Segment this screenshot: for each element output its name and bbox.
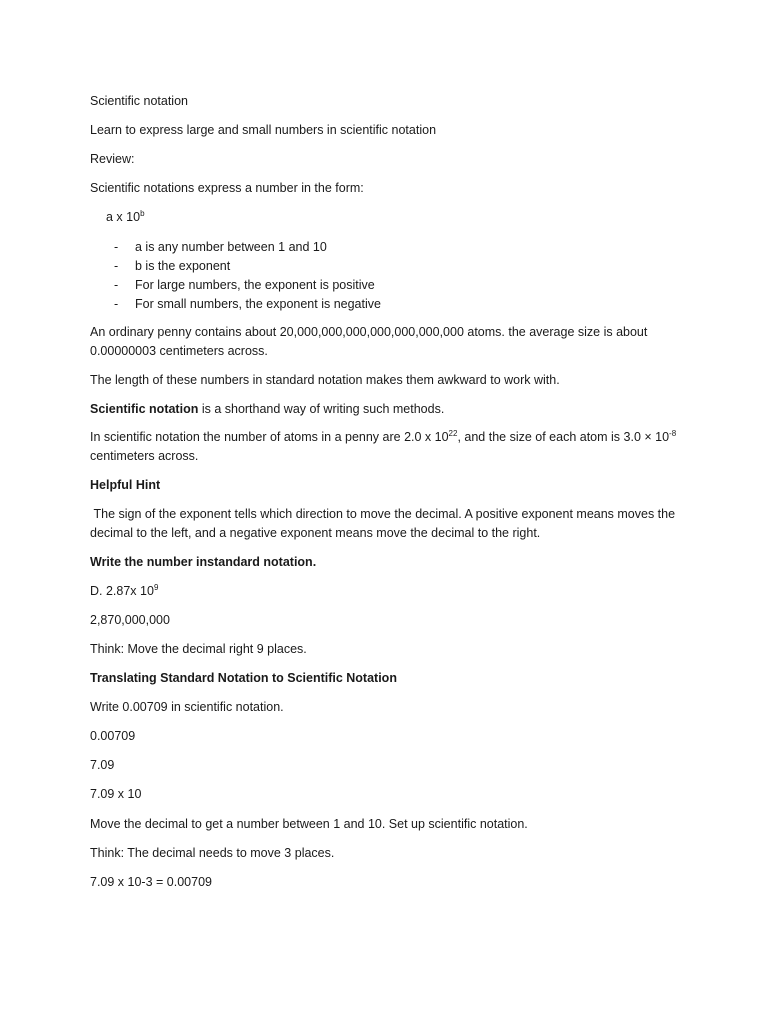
penny-sci-exponent-1: 22 [448, 428, 458, 438]
list-item-text: a is any number between 1 and 10 [135, 240, 327, 254]
translate-heading: Translating Standard Notation to Scientific Notation [90, 671, 397, 685]
think-move: Think: The decimal needs to move 3 places. [90, 846, 335, 860]
hint-paragraph: The sign of the exponent tells which direction to move the decimal. A positive exponent means moves the decimal to the left, and a negative exponent means move the decimal to the right. [90, 507, 679, 540]
bullet-dash: - [114, 297, 119, 311]
penny-sci-text-1: In scientific notation the number of atoms in a penny are 2.0 x 10 [90, 430, 449, 444]
shorthand-term: Scientific notation [90, 402, 199, 416]
list-item-text: For large numbers, the exponent is positive [135, 278, 375, 292]
example-d [90, 582, 158, 601]
example-d-base: D. 2.87x 10 [90, 584, 154, 598]
step-line: 7.09 x 10 [90, 787, 142, 801]
hint-heading: Helpful Hint [90, 478, 161, 492]
form-intro: Scientific notations express a number in the form: [90, 181, 364, 195]
example-d-think: Think: Move the decimal right 9 places. [90, 642, 307, 656]
list-item-text: For small numbers, the exponent is negative [135, 297, 381, 311]
penny-sci-text-2: , and the size of each atom is 3.0 × 10 [457, 430, 670, 444]
example-d-answer: 2,870,000,000 [90, 613, 170, 627]
penny-sci-text-3: centimeters across. [90, 449, 199, 463]
list-item [90, 238, 381, 257]
list-item-text: b is the exponent [135, 259, 231, 273]
penny-sci-exponent-2: -8 [669, 428, 677, 438]
final-equation: 7.09 x 10-3 = 0.00709 [90, 875, 212, 889]
list-item [90, 295, 381, 314]
step-line: 0.00709 [90, 729, 136, 743]
awkward-paragraph: The length of these numbers in standard notation makes them awkward to work with. [90, 373, 560, 387]
write-heading: Write the number instandard notation. [90, 555, 317, 569]
penny-paragraph: An ordinary penny contains about 20,000,000,000,000,000,000,000 atoms. the average size is about 0.00000003 centimeters across. [90, 325, 648, 358]
example-d-exponent: 9 [153, 582, 159, 592]
scientific-form [106, 208, 145, 227]
bullet-dash: - [114, 259, 119, 273]
shorthand-paragraph [90, 400, 444, 419]
penny-scientific-paragraph [90, 428, 690, 466]
form-base: a x 10 [106, 210, 141, 224]
doc-title: Scientific notation [90, 94, 188, 108]
move-paragraph: Move the decimal to get a number between 1 and 10. Set up scientific notation. [90, 817, 528, 831]
definition-list [90, 238, 381, 314]
translate-prompt: Write 0.00709 in scientific notation. [90, 700, 284, 714]
list-item [90, 276, 381, 295]
bullet-dash: - [114, 278, 119, 292]
review-label: Review: [90, 152, 135, 166]
list-item [90, 257, 381, 276]
bullet-dash: - [114, 240, 119, 254]
step-line: 7.09 [90, 758, 115, 772]
doc-subtitle: Learn to express large and small numbers in scientific notation [90, 123, 437, 137]
form-exponent: b [140, 208, 145, 218]
shorthand-rest: is a shorthand way of writing such methods. [198, 402, 445, 416]
